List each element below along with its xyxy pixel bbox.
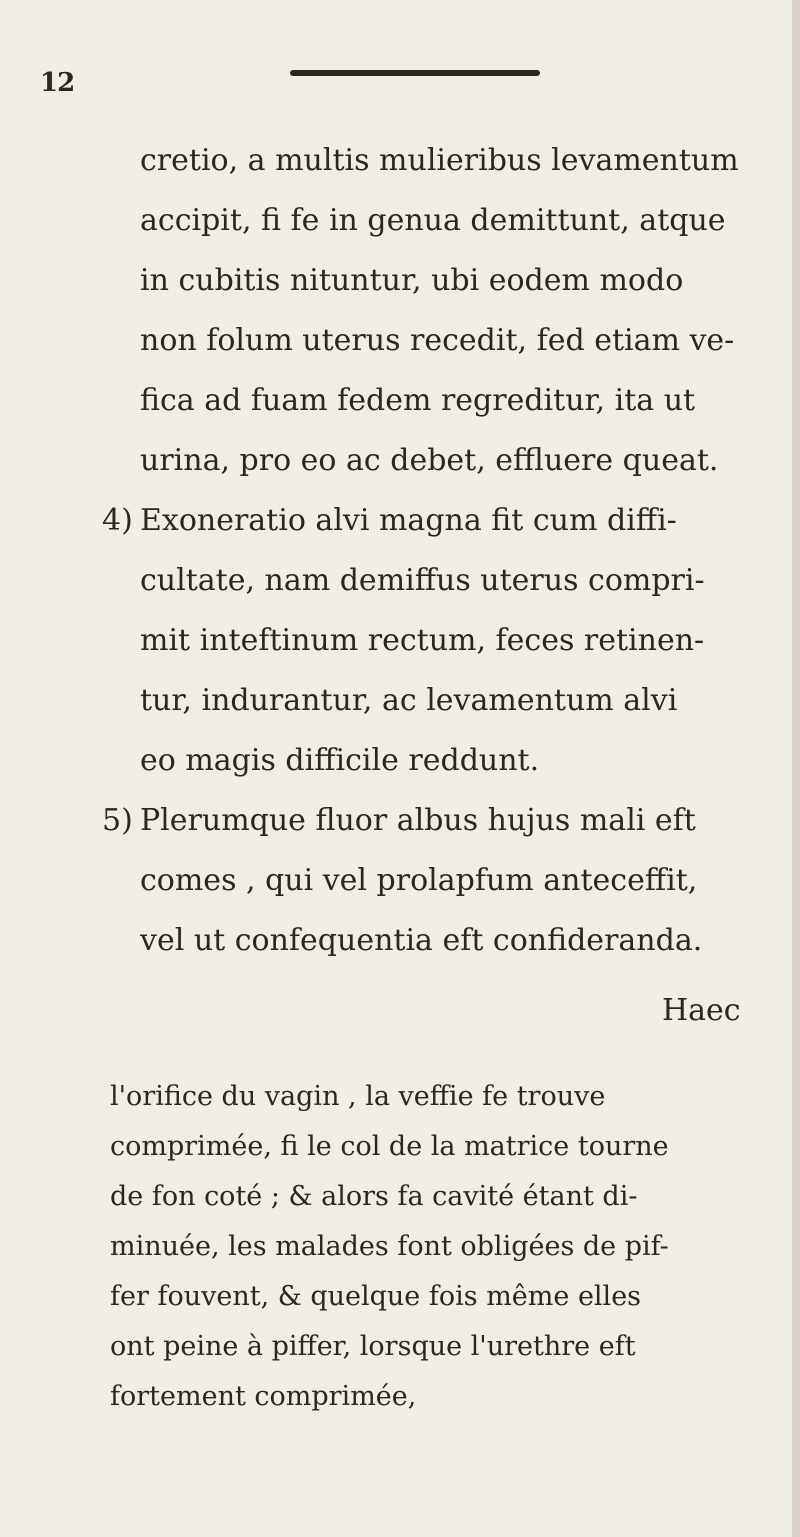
french-line: fortement comprimée, [110, 1381, 417, 1412]
item4-line: tur, indurantur, ac levamentum alvi [140, 683, 678, 718]
item5-line: vel ut confequentia eft confideranda. [140, 923, 703, 958]
item-number: 5) [102, 803, 133, 838]
french-line: fer fouvent, & quelque fois même elles [110, 1281, 642, 1312]
latin-line: accipit, fi fe in genua demittunt, atque [140, 203, 726, 238]
item4-line: cultate, nam demiffus uterus compri- [140, 563, 705, 598]
catchword: Haec [662, 993, 741, 1028]
header-rule [290, 70, 540, 76]
item5-line: comes , qui vel prolapfum anteceffit, [140, 863, 698, 898]
item-number: 4) [102, 503, 133, 538]
french-line: de fon coté ; & alors fa cavité étant di- [110, 1181, 638, 1212]
item4-line: eo magis difficile reddunt. [140, 743, 540, 778]
latin-line: fica ad fuam fedem regreditur, ita ut [140, 383, 696, 418]
item5-line: Plerumque fluor albus hujus mali eft [140, 803, 696, 838]
latin-line: cretio, a multis mulieribus levamentum [140, 143, 739, 178]
french-line: comprimée, fi le col de la matrice tourne [110, 1131, 669, 1162]
item4-line: mit inteftinum rectum, feces retinen- [140, 623, 705, 658]
latin-line: urina, pro eo ac debet, effluere queat. [140, 443, 719, 478]
page-edge-shadow [792, 0, 800, 1537]
french-line: ont peine à piffer, lorsque l'urethre eft [110, 1331, 636, 1362]
french-line: minuée, les malades font obligées de pif- [110, 1231, 669, 1262]
item4-line: Exoneratio alvi magna fit cum diffi- [140, 503, 677, 538]
latin-line: in cubitis nituntur, ubi eodem modo [140, 263, 684, 298]
page-number: 12 [40, 68, 75, 98]
latin-line: non folum uterus recedit, fed etiam ve- [140, 323, 735, 358]
french-line: l'orifice du vagin , la veffie fe trouve [110, 1081, 606, 1112]
